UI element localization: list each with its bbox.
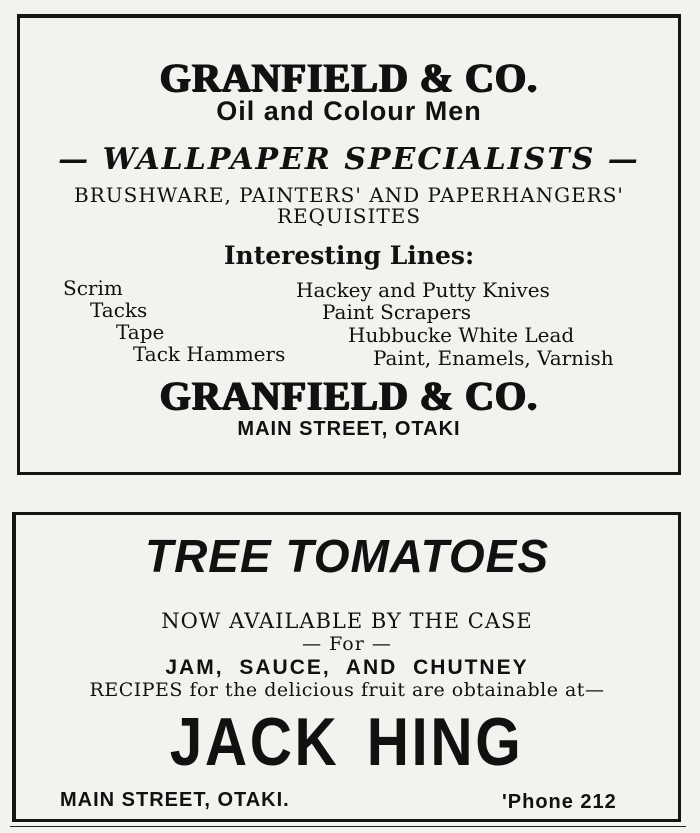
list-item: Paint, Enamels, Varnish [373,346,614,370]
address: MAIN STREET, OTAKI. [60,789,290,811]
list-item: Tape [116,320,165,344]
jack-hing-advertisement [12,512,681,822]
list-item: Paint Scrapers [322,300,472,324]
granfield-advertisement [17,14,681,475]
availability-line: NOW AVAILABLE BY THE CASE [161,609,533,633]
list-item: Tacks [90,298,148,322]
ad-title: TREE TOMATOES [144,530,550,582]
lines-heading: Interesting Lines: [223,241,475,270]
recipes-line: RECIPES for the delicious fruit are obtainable at— [89,679,605,701]
footer-name: GRANFIELD & CO. [159,373,539,418]
list-item: Scrim [63,276,123,300]
specialty-heading: — WALLPAPER SPECIALISTS — [58,142,640,177]
store-name [16,703,678,781]
services-line: BRUSHWARE, PAINTERS' AND PAPERHANGERS' [74,183,624,207]
ad-title: GRANFIELD & CO. [159,55,539,100]
uses-line: JAM, SAUCE, AND CHUTNEY [165,656,529,679]
services-line-continued: REQUISITES [276,204,422,228]
for-line: — For — [302,633,392,655]
ad-subtitle: Oil and Colour Men [216,96,482,126]
page-divider [10,826,686,827]
list-item: Hackey and Putty Knives [296,278,550,302]
list-item: Tack Hammers [133,342,286,366]
phone-number: 'Phone 212 [502,791,617,813]
address: MAIN STREET, OTAKI [237,418,461,440]
store-name-text: JACK HING [170,704,524,780]
list-item: Hubbucke White Lead [348,323,575,347]
